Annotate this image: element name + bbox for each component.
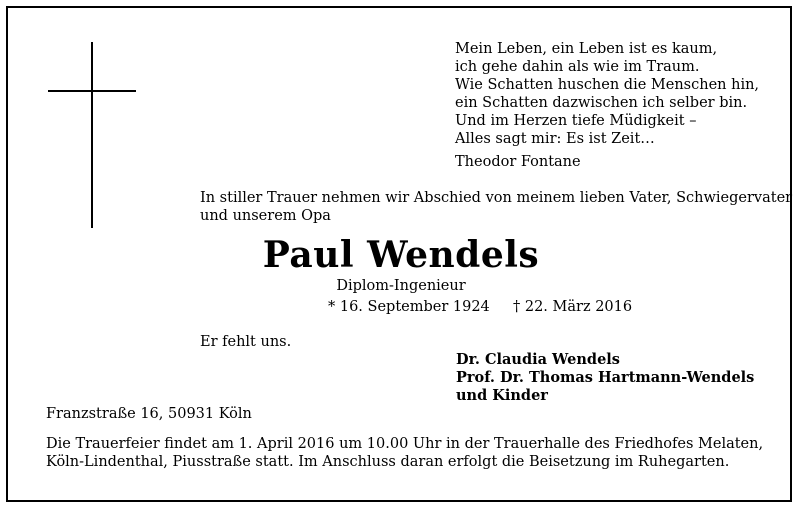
funeral-line-1: Die Trauerfeier findet am 1. April 2016 um 10.00 Uhr in der Trauerhalle des Friedhofes Melaten, — [46, 436, 764, 452]
deceased-name: Paul Wendels — [262, 234, 540, 276]
intro-line-1: In stiller Trauer nehmen wir Abschied von meinem lieben Vater, Schwiegervater — [200, 190, 793, 206]
poem-line: Alles sagt mir: Es ist Zeit… — [455, 131, 655, 147]
cross-horizontal-bar — [48, 90, 136, 92]
mourner-1: Dr. Claudia Wendels — [456, 351, 620, 368]
poem-line: Mein Leben, ein Leben ist es kaum, — [455, 41, 718, 57]
mourner-2: Prof. Dr. Thomas Hartmann-Wendels — [456, 369, 755, 386]
poem — [455, 40, 759, 148]
poem-line: Und im Herzen tiefe Müdigkeit – — [455, 113, 697, 129]
intro-line-2: und unserem Opa — [200, 208, 331, 224]
funeral-line-2: Köln-Lindenthal, Piusstraße statt. Im Anschluss daran erfolgt die Beisetzung im Ruhegarten. — [46, 454, 730, 470]
poem-line: Wie Schatten huschen die Menschen hin, — [455, 77, 760, 93]
poem-line: ein Schatten dazwischen ich selber bin. — [455, 95, 748, 111]
poem-author: Theodor Fontane — [455, 154, 581, 170]
poem-line: ich gehe dahin als wie im Traum. — [455, 59, 700, 75]
mourner-3: und Kinder — [456, 387, 548, 404]
birth-date: * 16. September 1924 — [328, 299, 490, 315]
deceased-title: Diplom-Ingenieur — [336, 278, 466, 294]
address: Franzstraße 16, 50931 Köln — [46, 406, 252, 422]
death-date: † 22. März 2016 — [513, 299, 633, 315]
cross-vertical-bar — [91, 42, 93, 228]
obituary-notice — [6, 6, 792, 502]
message: Er fehlt uns. — [200, 334, 292, 350]
